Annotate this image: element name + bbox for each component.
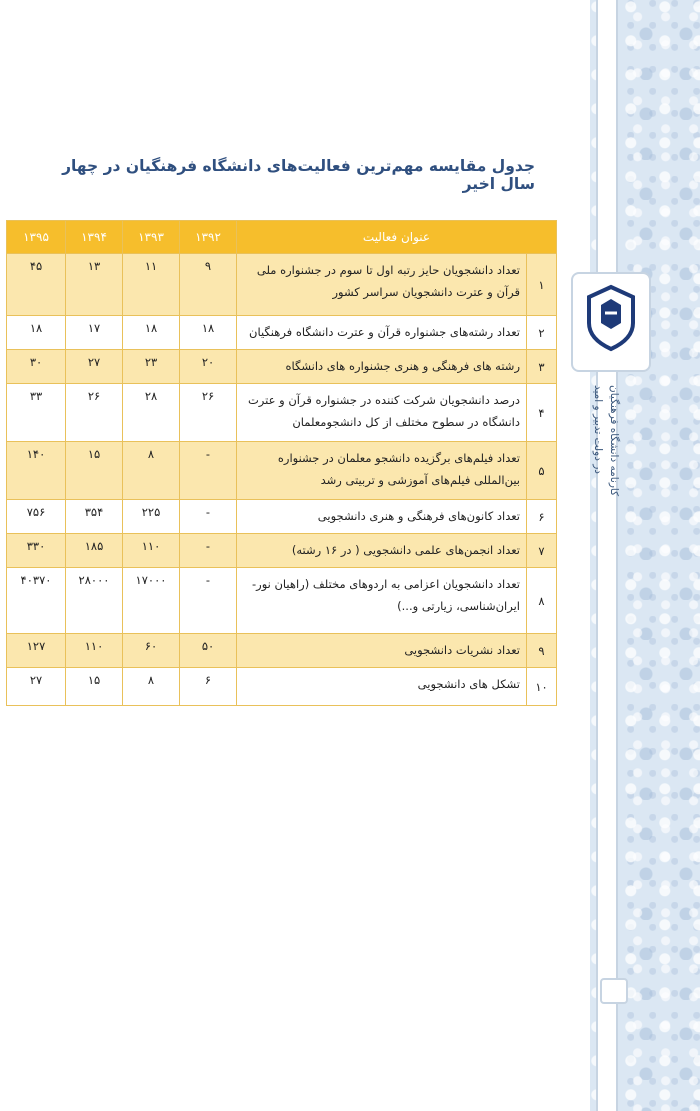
row-value-1395: ۲۷	[7, 668, 66, 706]
row-activity: درصد دانشجویان شرکت کننده در جشنواره قرآن و عترت دانشگاه در سطوح مختلف از کل دانشجومعلمان	[237, 384, 527, 442]
side-caption	[586, 385, 636, 515]
row-value-1392: ۲۶	[180, 384, 237, 442]
row-value-1393: ۲۲۵	[123, 500, 180, 534]
row-value-1394: ۱۸۵	[66, 534, 123, 568]
row-value-1394: ۲۶	[66, 384, 123, 442]
table-header-row	[7, 221, 557, 254]
row-value-1392: ۱۸	[180, 316, 237, 350]
row-value-1392: -	[180, 500, 237, 534]
row-activity: تعداد کانون‌های فرهنگی و هنری دانشجویی	[237, 500, 527, 534]
row-activity: تشکل های دانشجویی	[237, 668, 527, 706]
row-value-1395: ۱۸	[7, 316, 66, 350]
table-row	[7, 500, 557, 534]
table-row	[7, 350, 557, 384]
row-number: ۵	[527, 442, 557, 500]
row-value-1393: ۱۸	[123, 316, 180, 350]
row-activity: تعداد رشته‌های جشنواره قرآن و عترت دانشگاه فرهنگیان	[237, 316, 527, 350]
row-value-1394: ۲۸۰۰۰	[66, 568, 123, 634]
table-row	[7, 634, 557, 668]
row-number: ۳	[527, 350, 557, 384]
table-row	[7, 316, 557, 350]
row-value-1392: -	[180, 442, 237, 500]
table-row	[7, 442, 557, 500]
row-activity: تعداد نشریات دانشجویی	[237, 634, 527, 668]
row-value-1395: ۳۳	[7, 384, 66, 442]
row-value-1392: ۲۰	[180, 350, 237, 384]
header-year-1392: ۱۳۹۲	[180, 221, 237, 254]
university-logo	[571, 272, 651, 372]
row-activity: تعداد دانشجویان حایز رتبه اول تا سوم در جشنواره ملی قرآن و عترت دانشجویان سراسر کشور	[237, 254, 527, 316]
header-activity: عنوان فعالیت	[237, 221, 557, 254]
header-year-1394: ۱۳۹۴	[66, 221, 123, 254]
row-value-1394: ۱۵	[66, 668, 123, 706]
table-row	[7, 384, 557, 442]
page-title: جدول مقایسه مهم‌ترین فعالیت‌های دانشگاه فرهنگیان در چهار سال اخیر	[62, 157, 535, 193]
row-value-1392: ۶	[180, 668, 237, 706]
row-activity: تعداد دانشجویان اعزامی به اردوهای مختلف (راهیان نور- ایران‌شناسی، زیارتی و...)	[237, 568, 527, 634]
row-value-1392: ۹	[180, 254, 237, 316]
row-value-1394: ۱۳	[66, 254, 123, 316]
row-number: ۴	[527, 384, 557, 442]
row-value-1393: ۱۱۰	[123, 534, 180, 568]
row-activity: تعداد انجمن‌های علمی دانشجویی ( در ۱۶ رشته)	[237, 534, 527, 568]
row-value-1393: ۶۰	[123, 634, 180, 668]
activities-table	[6, 220, 557, 706]
row-value-1395: ۴۰۳۷۰	[7, 568, 66, 634]
row-value-1394: ۲۷	[66, 350, 123, 384]
row-value-1394: ۱۵	[66, 442, 123, 500]
row-value-1394: ۳۵۴	[66, 500, 123, 534]
row-value-1393: ۲۸	[123, 384, 180, 442]
row-number: ۶	[527, 500, 557, 534]
header-year-1395: ۱۳۹۵	[7, 221, 66, 254]
row-value-1393: ۱۱	[123, 254, 180, 316]
row-value-1395: ۱۴۰	[7, 442, 66, 500]
table-row	[7, 668, 557, 706]
row-value-1392: -	[180, 534, 237, 568]
row-number: ۸	[527, 568, 557, 634]
row-value-1395: ۷۵۶	[7, 500, 66, 534]
row-value-1392: -	[180, 568, 237, 634]
table-row	[7, 534, 557, 568]
row-value-1393: ۱۷۰۰۰	[123, 568, 180, 634]
page-tab	[600, 978, 628, 1004]
row-number: ۱	[527, 254, 557, 316]
row-number: ۲	[527, 316, 557, 350]
row-value-1392: ۵۰	[180, 634, 237, 668]
row-number: ۹	[527, 634, 557, 668]
row-activity: تعداد فیلم‌های برگزیده دانشجو معلمان در جشنواره بین‌المللی فیلم‌های آموزشی و تربیتی رشد	[237, 442, 527, 500]
row-number: ۱۰	[527, 668, 557, 706]
header-year-1393: ۱۳۹۳	[123, 221, 180, 254]
university-logo-icon	[581, 283, 641, 361]
row-value-1395: ۴۵	[7, 254, 66, 316]
row-number: ۷	[527, 534, 557, 568]
row-activity: رشته های فرهنگی و هنری جشنواره های دانشگاه	[237, 350, 527, 384]
row-value-1395: ۱۲۷	[7, 634, 66, 668]
table-row	[7, 568, 557, 634]
row-value-1394: ۱۷	[66, 316, 123, 350]
side-caption-line1: کارنامه دانشگاه فرهنگیان	[608, 385, 620, 497]
row-value-1394: ۱۱۰	[66, 634, 123, 668]
side-caption-line2: در دولت تدبیر و امید	[592, 385, 604, 474]
row-value-1393: ۸	[123, 442, 180, 500]
row-value-1395: ۳۳۰	[7, 534, 66, 568]
row-value-1393: ۸	[123, 668, 180, 706]
row-value-1393: ۲۳	[123, 350, 180, 384]
side-divider-band	[596, 0, 618, 1111]
row-value-1395: ۳۰	[7, 350, 66, 384]
table-row	[7, 254, 557, 316]
